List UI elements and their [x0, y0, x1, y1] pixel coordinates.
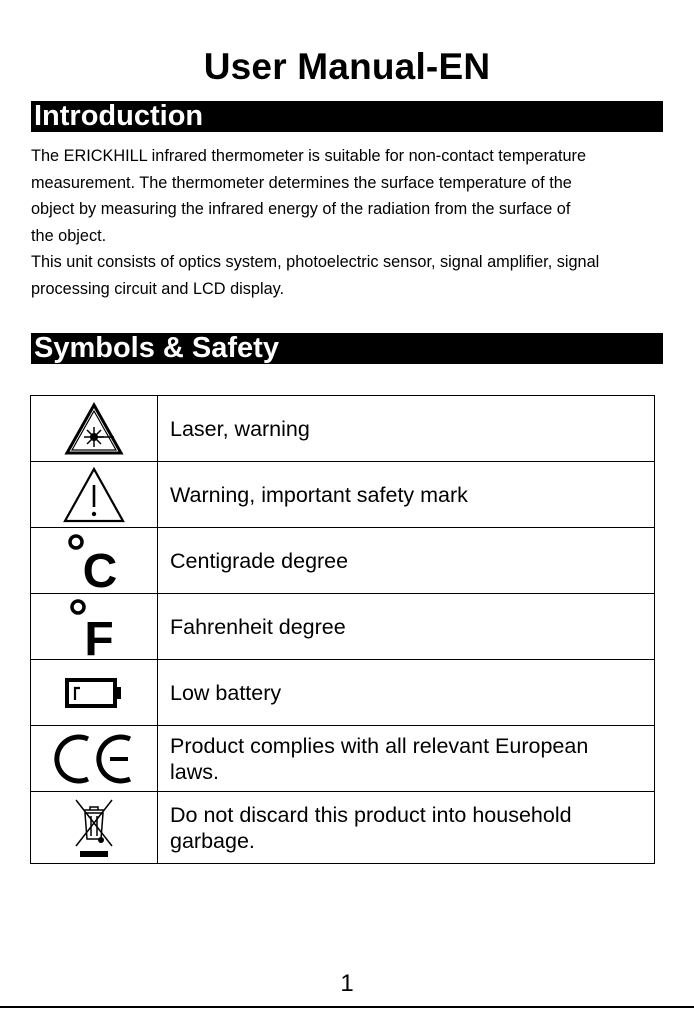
symbol-description: Low battery — [170, 680, 282, 705]
laser-warning-icon — [64, 401, 124, 457]
symbol-description: Centigrade degree — [170, 548, 349, 573]
celsius-icon — [66, 532, 122, 590]
intro-line: The ERICKHILL infrared thermometer is suitable for non-contact temperature — [31, 147, 587, 165]
symbol-row — [31, 792, 655, 864]
symbol-description: Fahrenheit degree — [170, 614, 346, 639]
warning-icon — [61, 465, 127, 525]
intro-line: the object. — [31, 226, 107, 245]
intro-line: measurement. The thermometer determines the surface temperature of the — [31, 173, 572, 192]
page-number: 1 — [340, 970, 354, 997]
svg-text:C: C — [82, 544, 118, 590]
symbol-row — [31, 462, 655, 528]
page-title: User Manual-EN — [203, 46, 491, 87]
intro-line: This unit consists of optics system, photoelectric sensor, signal amplifier, signal — [31, 253, 600, 271]
introduction-heading: Introduction — [31, 101, 663, 132]
low-battery-icon — [64, 676, 124, 710]
symbol-description: Warning, important safety mark — [170, 482, 468, 507]
symbol-row — [31, 396, 655, 462]
bottom-divider — [0, 1006, 694, 1008]
symbol-description: Product complies with all relevant European — [170, 733, 589, 758]
symbol-row — [31, 660, 655, 726]
symbol-row — [31, 726, 655, 792]
symbols-heading: Symbols & Safety — [31, 333, 663, 364]
symbols-table — [30, 395, 655, 864]
symbol-row — [31, 528, 655, 594]
fahrenheit-icon — [68, 597, 120, 657]
symbol-description-continued: garbage. — [170, 828, 255, 853]
symbol-description-continued: laws. — [170, 759, 219, 784]
introduction-body — [31, 143, 671, 302]
weee-bin-icon — [72, 796, 116, 860]
intro-line: object by measuring the infrared energy of the radiation from the surface of — [31, 200, 571, 218]
symbol-description: Do not discard this product into household — [170, 802, 572, 827]
svg-text:F: F — [84, 612, 114, 657]
ce-mark-icon — [52, 729, 136, 789]
symbol-description: Laser, warning — [170, 416, 310, 441]
symbol-row — [31, 594, 655, 660]
intro-line: processing circuit and LCD display. — [31, 279, 285, 298]
